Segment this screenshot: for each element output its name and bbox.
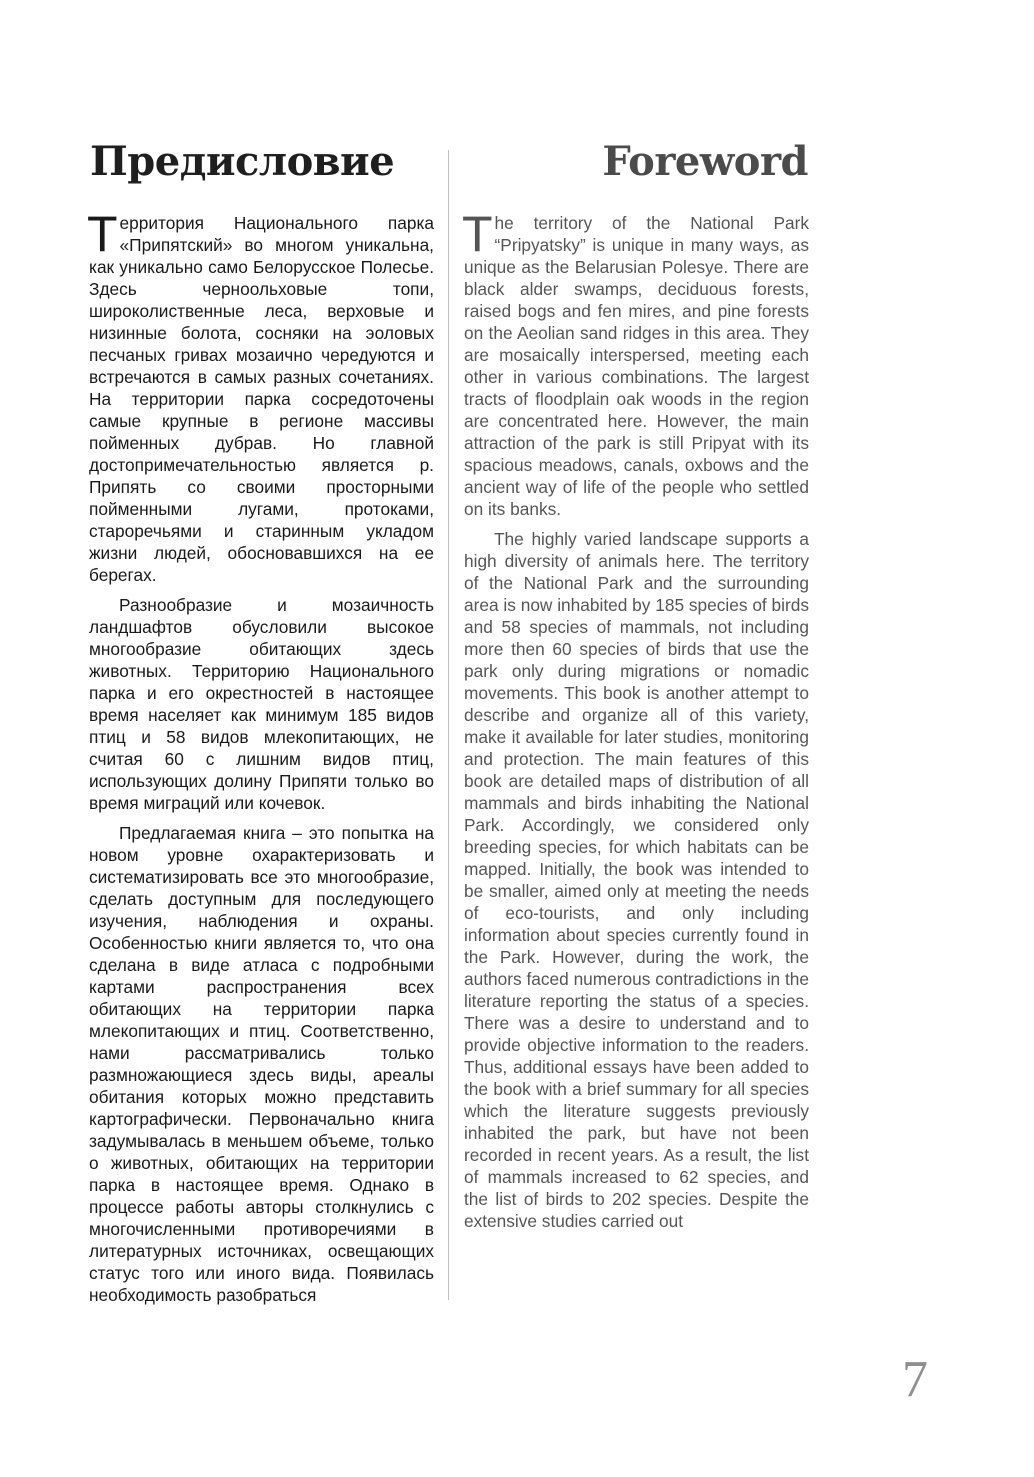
english-paragraph-1 [462,206,809,520]
english-dropcap: T [462,206,493,262]
russian-paragraph-1 [87,206,434,586]
russian-paragraph-2: Разнообразие и мозаичность ландшафтов обусловили высокое многообразие обитающих здесь животных. Территорию Национального парка и его окрестностей в настоящее время населяет как минимум 185 видов птиц и 58 видов млекопитающих, не считая 60 с лишним видов птиц, использующих долину Припяти только во время миграций или кочевок. [89,595,434,813]
english-column [462,206,809,1240]
english-title: Foreword [602,138,808,185]
russian-column [87,206,434,1314]
russian-title: Предисловие [90,138,395,185]
russian-dropcap: Т [87,206,118,262]
column-divider [448,150,449,1300]
page-number: 7 [902,1351,928,1408]
english-paragraph-2: The highly varied landscape supports a high diversity of animals here. The territory of the National Park and the surrounding area is now inhabited by 185 species of birds and 58 species of mammals, not including more then 60 species of birds that use the park only during migrations or nomadic movements. This book is another attempt to describe and organize all of this variety, make it available for later studies, monitoring and protection. The main features of this book are detailed maps of distribution of all mammals and birds inhabiting the National Park. Accordingly, we considered only breeding species, for which habitats can be mapped. Initially, the book was intended to be smaller, aimed only at meeting the needs of eco-tourists, and only including information about species currently found in the Park. However, during the work, the authors faced numerous contradictions in the literature reporting the status of a species. There was a desire to understand and to provide objective information to the readers. Thus, additional essays have been added to the book with a brief summary for all species which the literature suggests previously inhabited the park, but have not been recorded in recent years. As a result, the list of mammals increased to 62 species, and the list of birds to 202 species. Despite the extensive studies carried out [464,529,809,1231]
russian-paragraph-3: Предлагаемая книга – это попытка на новом уровне охарактеризовать и систематизировать все это многообразие, сделать доступным для последующего изучения, наблюдения и охраны. Особенностью книги является то, что она сделана в виде атласа с подробными картами распространения всех обитающих на территории парка млекопитающих и птиц. Соответственно, нами рассматривались только размножающиеся здесь виды, ареалы обитания которых можно представить картографически. Первоначально книга задумывалась в меньшем объеме, только о животных, обитающих на территории парка в настоящее время. Однако в процессе работы авторы столкнулись с многочисленными противоречиями в литературных источниках, освещающих статус того или иного вида. Появилась необходимость разобраться [89,823,434,1305]
russian-paragraph-1-text: ерритория Национального парка «Припятский» во многом уникальна, как уникально само Белорусское Полесье. Здесь черноольховые топи, широколиственные леса, верховые и низинные болота, сосняки на эоловых песчаных гривах мозаично чередуются и встречаются в самых разных сочетаниях. На территории парка сосредоточены самые крупные в регионе массивы пойменных дубрав. Но главной достопримечательностью является р. Припять со своими просторными пойменными лугами, протоками, староречьями и старинным укладом жизни людей, обосновавшихся на ее берегах. [89,213,434,585]
english-paragraph-1-text: he territory of the National Park “Pripyatsky” is unique in many ways, as unique as the Belarusian Polesye. There are black alder swamps, deciduous forests, raised bogs and fen mires, and pine forests on the Aeolian sand ridges in this area. They are mosaically interspersed, meeting each other in various combinations. The largest tracts of floodplain oak woods in the region are concentrated here. However, the main attraction of the park is still Pripyat with its spacious meadows, canals, oxbows and the ancient way of life of the people who settled on its banks. [464,213,809,519]
